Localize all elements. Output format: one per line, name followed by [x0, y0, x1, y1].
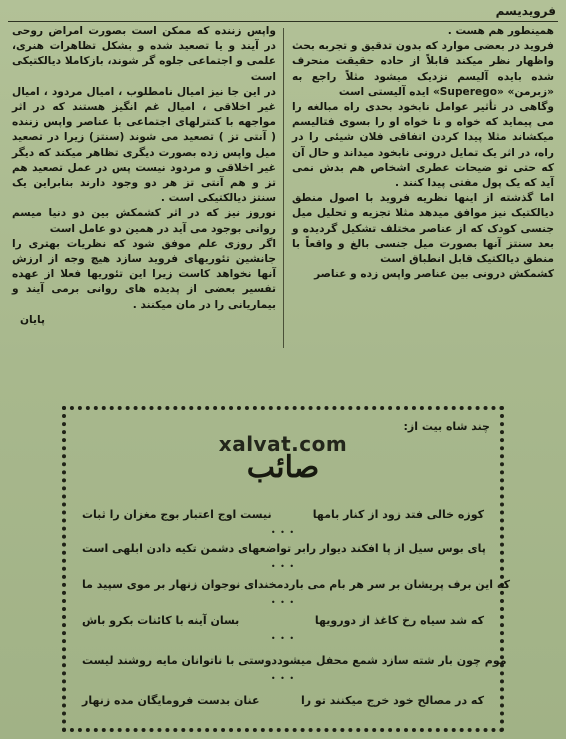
- couplet: [82, 614, 484, 634]
- poem-heading: چند شاه بیت از:: [403, 420, 490, 433]
- paragraph: کشمکش درونی بین عناصر واپس زده و عناصر: [314, 268, 554, 281]
- hemistich-left: که این برف پریشان بر سر هر بام می بارد: [283, 578, 510, 591]
- end-mark: پایان: [20, 313, 45, 326]
- paragraph: در این جا نیز امیال نامطلوب ، امیال مردود ، امیال غیر اخلاقی ، امیال غم انگیز هستند که در اثر مواجهه با کنترلهای اجتماعی با عناصر واپس زننده ( آنتی تز ) تصعید می شوند (سنتز) زیرا در تصعید میل واپس زده بصورت دیگری تظاهر میکند که دیگر غیر اخلاقی و مردود نیست پس در عمل تصعید هم تز و هم آنتی تز هر دو وجود دارند بنابراین یک سنتز دیالکتیکی است .: [12, 85, 276, 205]
- poem-box: [62, 406, 510, 732]
- paragraph: اما گذشته از اینها نظریه فروید با اصول منطق دیالکتیک نیز موافق میدهد مثلا تجزیه و تحلیل میل جنسی کودک که از عناصر مختلف تشکیل گردیده و بعد سنتز آنها بصورت میل جنسی بالغ و واقعاً با منطق دیالکتیک قابل انطباق است: [292, 192, 554, 266]
- hemistich-left: موم چون بار شته سازد شمع محفل میشود: [277, 654, 507, 667]
- couplet-separator: • • •: [270, 674, 296, 683]
- paragraph: وگاهی در تأثیر عوامل نابخود بحدی راه مبالغه را می پیماید که خواه و نا خواه او را بسوی فتالیسم میکشاند مثلا پیدا کردن اتفاقی فلان شیئی را در راه، در اثر یک تمایل درونی نابخود میداند و حال آن که حتی تو ضیحات عطری اشخاص هم بدش نمی آید که یک پول مفتی پیدا کنند .: [292, 101, 554, 190]
- poet-name: صائب: [246, 450, 320, 485]
- column-divider: [283, 28, 284, 348]
- watermark: xalvat.com: [218, 432, 348, 456]
- paragraph: همینطور هم هست .: [447, 25, 554, 37]
- hemistich-left: پای بوس سیل از پا افکند دیوار را: [305, 542, 486, 555]
- paragraph: اگر روزی علم موفق شود که نظریات بهتری را جانشین تئوریهای فروید سازد هیچ وجه از ارزش آنها نخواهد کاست زیرا این تئوریها فعلا از عهده تفسیر بعضی از پدیده های روانی برمی آیند و بیماریانی را در مان میکنند .: [12, 237, 276, 311]
- couplet-separator: • • •: [270, 528, 296, 537]
- hemistich-right: نیست اوج اعتبار بوج مغزان را ثبات: [82, 508, 272, 521]
- paragraph: فروید در بعضی موارد که بدون تدقیق و تجربه بحث واظهار نظر میکند قابلاً از حاده حقیقت منحرف شده بایده آلیسم نزدیک میشود مثلاً راجع به «زبرمن» «Superego» ایده آلیستی است: [292, 40, 554, 98]
- hemistich-right: بسان آینه با کائنات بکرو باش: [82, 614, 240, 627]
- couplet: [82, 654, 507, 674]
- hemistich-left: که در مصالح خود خرج میکنند تو را: [300, 694, 484, 707]
- hemistich-right: مخندای نوجوان زنهار بر موی سپید ما: [82, 578, 284, 591]
- hemistich-right: دوستی با ناتوانان مایه روشند لیست: [82, 654, 278, 667]
- couplet: [82, 578, 510, 598]
- couplet: [82, 508, 484, 528]
- top-rule: [8, 21, 558, 22]
- article-column-right: [292, 24, 554, 282]
- couplet: [82, 694, 484, 714]
- article-column-left: [12, 24, 276, 328]
- couplet-separator: • • •: [270, 562, 296, 571]
- couplet-separator: • • •: [270, 598, 296, 607]
- hemistich-right: بر تواضعهای دشمن تکیه دادن ابلهی است: [82, 542, 306, 555]
- couplet-separator: • • •: [270, 634, 296, 643]
- hemistich-left: که شد سیاه رخ کاغذ از دورویها: [314, 614, 484, 627]
- paragraph: نوروز نیز که در اثر کشمکش بین دو دنیا میسم روانی بوجود می آید در همین دو عامل است: [12, 207, 276, 235]
- hemistich-right: عنان بدست فرومایگان مده زنهار: [82, 694, 260, 707]
- running-header: فرویدیسم: [495, 4, 556, 18]
- paragraph: واپس زننده که ممکن است بصورت امراض روحی در آیند و یا تصعید شده و بشکل تظاهرات هنری، علمی و اجتماعی جلوه گر شوند، بازکاملا دیالکتیکی است: [12, 25, 276, 83]
- couplet: [82, 542, 484, 562]
- hemistich-left: کوزه خالی فتد زود از کنار بامها: [312, 508, 484, 521]
